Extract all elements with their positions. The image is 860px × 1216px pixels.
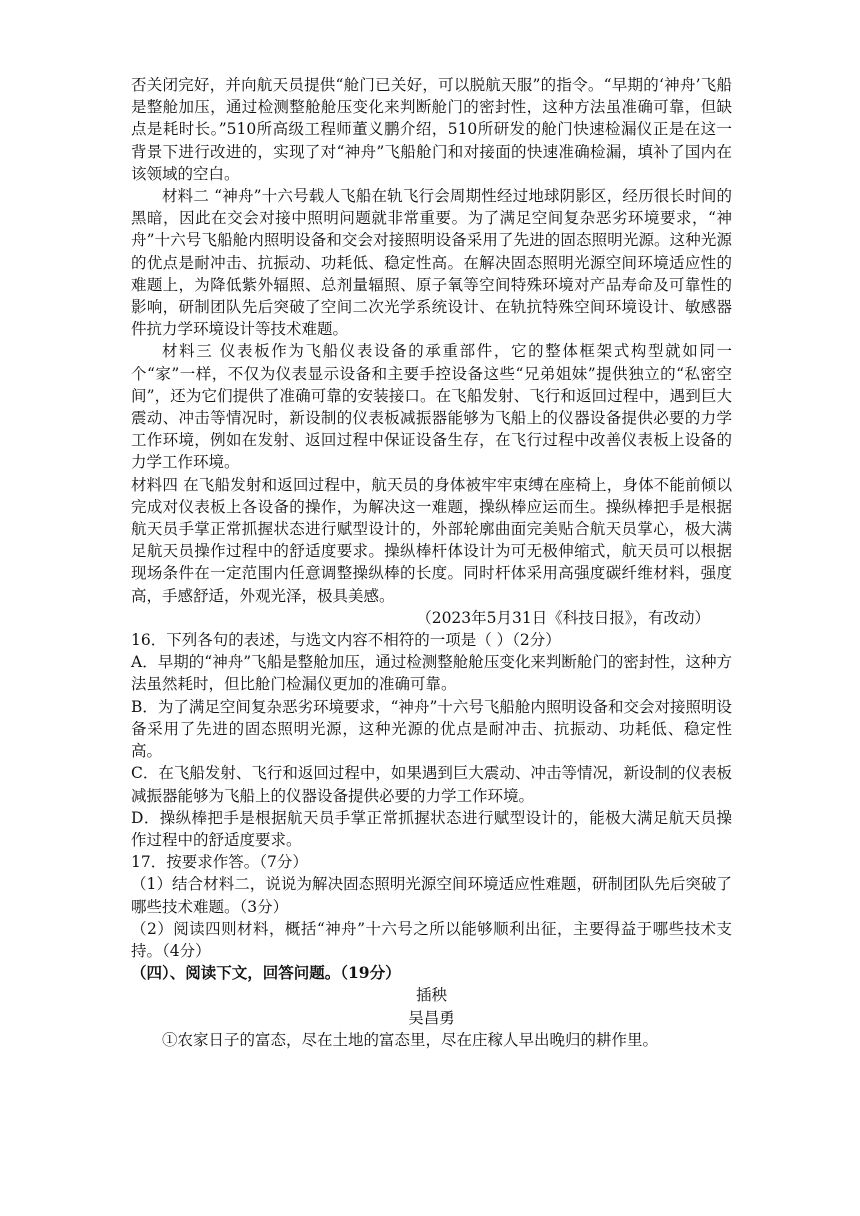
question-17-sub-2: （2）阅读四则材料，概括“神舟”十六号之所以能够顺利出征，主要得益于哪些技术支持。（4分）: [131, 919, 732, 960]
question-16-option-a: A．早期的“神舟”飞船是整舱加压，通过检测整舱舱压变化来判断舱门的密封性，这种方法虽然耗时，但比舱门检漏仪更加的准确可靠。: [131, 653, 732, 694]
passage-intro-paragraph: 否关闭完好，并向航天员提供“舱门已关好，可以脱航天服”的指令。“早期的‘神舟’飞船是整舱加压，通过检测整舱舱压变化来判断舱门的密封性，这种方法虽准确可靠，但缺点是耗时长。”510所高级工程师董义鹏介绍，510所研发的舱门快速检漏仪正是在这一背景下进行改进的，实现了对“神舟”飞船舱门和对接面的快速准确检漏，填补了国内在该领域的空白。: [131, 76, 732, 183]
material-three-paragraph: 材料三 仪表板作为飞船仪表设备的承重部件，它的整体框架式构型就如同一个“家”一样，不仅为仪表显示设备和主要手控设备这些“兄弟姐妹”提供独立的“私密空间”，还为它们提供了准确可靠的安装接口。在飞船发射、飞行和返回过程中，遇到巨大震动、冲击等情况时，新设制的仪表板减振器能够为飞船上的仪器设备提供必要的力学工作环境，例如在发射、返回过程中保证设备生存，在飞行过程中改善仪表板上设备的力学工作环境。: [131, 342, 732, 472]
question-16-option-c: C．在飞船发射、飞行和返回过程中，如果遇到巨大震动、冲击等情况，新设制的仪表板减振器能够为飞船上的仪器设备提供必要的力学工作环境。: [131, 764, 732, 805]
essay-author: 吴昌勇: [408, 1008, 455, 1027]
source-citation: （2023年5月31日《科技日报》，有改动）: [416, 608, 710, 627]
question-17-sub-1: （1）结合材料二，说说为解决固态照明光源空间环境适应性难题，研制团队先后突破了哪些技术难题。（3分）: [131, 875, 732, 916]
document-page: [131, 74, 732, 1051]
question-16-stem: 16．下列各句的表述，与选文内容不相符的一项是（ ）（2分）: [131, 631, 561, 650]
essay-title: 插秧: [415, 986, 447, 1005]
section-four-heading: （四）、阅读下文，回答问题。（19分）: [131, 963, 401, 983]
material-two-paragraph: 材料二 “神舟”十六号载人飞船在轨飞行会周期性经过地球阴影区，经历很长时间的黑暗，因此在交会对接中照明问题就非常重要。为了满足空间复杂恶劣环境要求，“神舟”十六号飞船舱内照明设备和交会对接照明设备采用了先进的固态照明光源。这种光源的优点是耐冲击、抗振动、功耗低、稳定性高。在解决固态照明光源空间环境适应性的难题上，为降低紫外辐照、总剂量辐照、原子氧等空间特殊环境对产品寿命及可靠性的影响，研制团队先后突破了空间二次光学系统设计、在轨抗特殊空间环境设计、敏感器件抗力学环境设计等技术难题。: [131, 187, 732, 339]
question-16-option-b: B．为了满足空间复杂恶劣环境要求，“神舟”十六号飞船舱内照明设备和交会对接照明设备采用了先进的固态照明光源，这种光源的优点是耐冲击、抗振动、功耗低、稳定性高。: [131, 697, 732, 761]
material-four-paragraph: 材料四 在飞船发射和返回过程中，航天员的身体被牢牢束缚在座椅上，身体不能前倾以完成对仪表板上各设备的操作，为解决这一难题，操纵棒应运而生。操纵棒把手是根据航天员手掌正常抓握状态进行赋型设计的，外部轮廓曲面完美贴合航天员掌心，极大满足航天员操作过程中的舒适度要求。操纵棒杆体设计为可无极伸缩式，航天员可以根据现场条件在一定范围内任意调整操纵棒的长度。同时杆体采用高强度碳纤维材料，强度高，手感舒适，外观光泽，极具美感。: [131, 475, 732, 605]
question-16-option-d: D．操纵棒把手是根据航天员手掌正常抓握状态进行赋型设计的，能极大满足航天员操作过程中的舒适度要求。: [131, 808, 732, 849]
question-17-stem: 17．按要求作答。（7分）: [131, 853, 308, 872]
essay-first-paragraph: ①农家日子的富态，尽在土地的富态里，尽在庄稼人早出晚归的耕作里。: [162, 1030, 659, 1049]
